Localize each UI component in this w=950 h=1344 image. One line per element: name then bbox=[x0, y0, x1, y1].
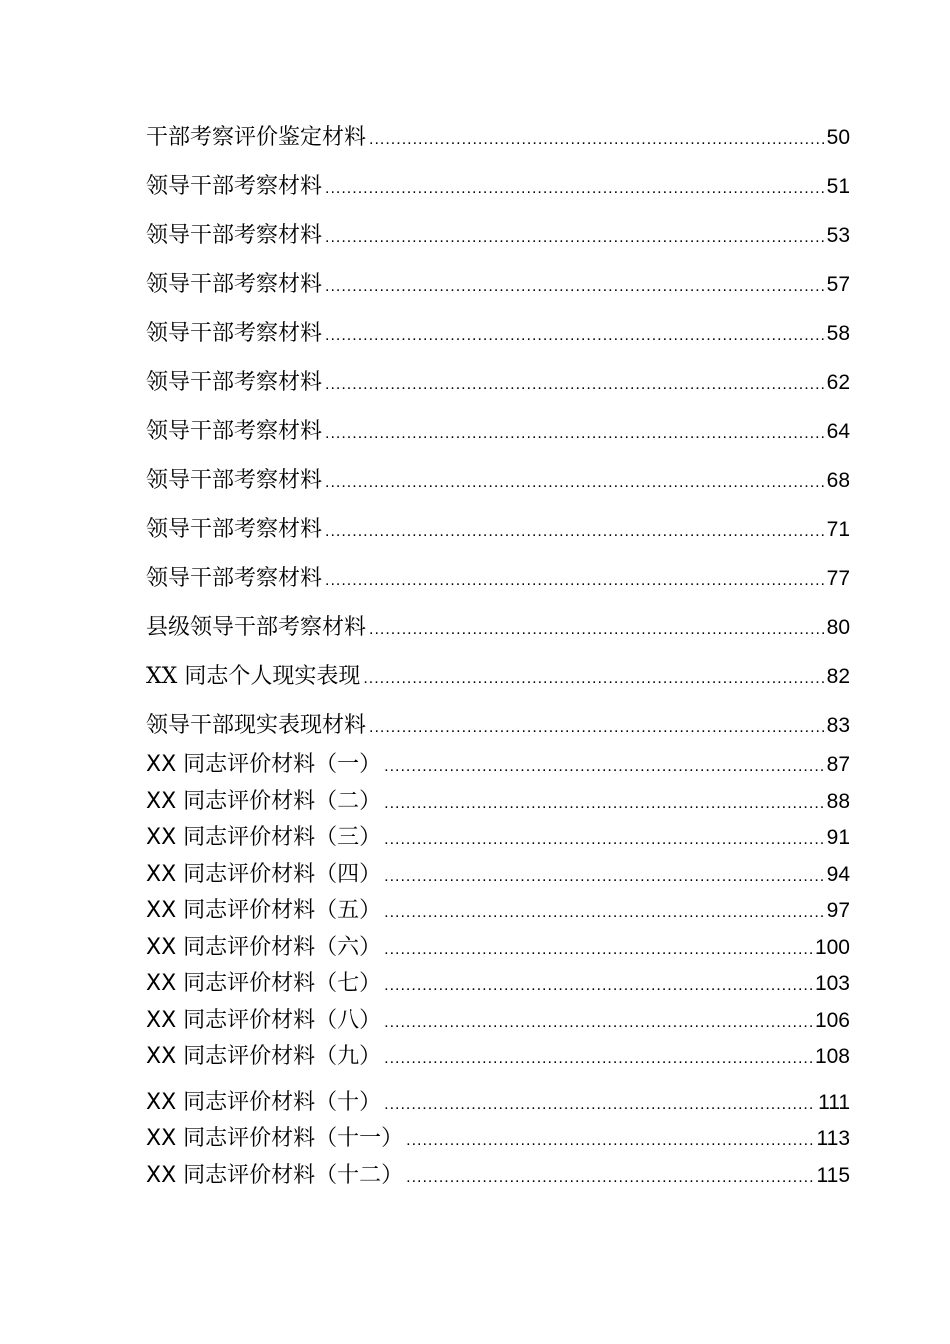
toc-entry-title: XX 同志评价材料（五） bbox=[146, 898, 382, 923]
dot-leader bbox=[325, 262, 824, 311]
toc-entry[interactable] bbox=[146, 358, 850, 407]
toc-entry-page: 68 bbox=[826, 469, 850, 492]
toc-entry-page: 108 bbox=[814, 1045, 850, 1068]
dot-leader bbox=[363, 654, 823, 703]
toc-entry-title: 领导干部考察材料 bbox=[146, 566, 323, 591]
toc-entry[interactable] bbox=[146, 456, 850, 505]
dot-leader bbox=[384, 1041, 812, 1078]
toc-entry[interactable] bbox=[146, 893, 850, 930]
toc-entry-title: XX 同志评价材料（四） bbox=[146, 861, 382, 887]
toc-entry-page: 103 bbox=[814, 972, 850, 995]
dot-leader bbox=[325, 311, 824, 360]
toc-entry-page: 77 bbox=[826, 567, 850, 590]
toc-entry[interactable] bbox=[146, 260, 850, 309]
toc-entry-title: 领导干部考察材料 bbox=[146, 272, 323, 297]
toc-entry-page: 88 bbox=[826, 789, 850, 813]
toc-entry-page: 113 bbox=[816, 1127, 850, 1150]
toc-entry-page: 57 bbox=[826, 273, 850, 296]
dot-leader bbox=[325, 213, 824, 262]
toc-entry[interactable] bbox=[146, 162, 850, 211]
toc-entry[interactable] bbox=[146, 966, 850, 1003]
dot-leader bbox=[325, 409, 824, 458]
toc-entry[interactable] bbox=[146, 505, 850, 554]
dot-leader bbox=[406, 1160, 813, 1197]
toc-entry-page: 100 bbox=[814, 935, 850, 959]
toc-entry[interactable] bbox=[146, 1158, 850, 1195]
toc-entry-title: 领导干部考察材料 bbox=[146, 174, 323, 199]
toc-entry-title: XX 同志评价材料（十一） bbox=[146, 1126, 404, 1151]
dot-leader bbox=[325, 360, 824, 409]
toc-entry-page: 58 bbox=[826, 322, 850, 345]
toc-entry-page: 51 bbox=[826, 175, 850, 198]
dot-leader bbox=[384, 1087, 815, 1124]
toc-entry-title: 领导干部现实表现材料 bbox=[146, 713, 367, 738]
toc-entry-page: 80 bbox=[826, 616, 850, 639]
toc-entry[interactable] bbox=[146, 113, 850, 162]
dot-leader bbox=[369, 115, 824, 164]
toc-entry-title: XX 同志评价材料（八） bbox=[146, 1007, 382, 1033]
dot-leader bbox=[406, 1123, 813, 1160]
toc-entry-title: 干部考察评价鉴定材料 bbox=[146, 125, 367, 150]
toc-entry[interactable] bbox=[146, 1003, 850, 1040]
dot-leader bbox=[384, 895, 824, 932]
toc-entry-page: 53 bbox=[826, 224, 850, 247]
dot-leader bbox=[384, 786, 824, 823]
toc-entry-title: 领导干部考察材料 bbox=[146, 370, 323, 395]
toc-entry[interactable] bbox=[146, 309, 850, 358]
toc-entry-page: 94 bbox=[826, 862, 850, 886]
dot-leader bbox=[325, 507, 824, 556]
toc-entry-title: XX 同志评价材料（十） bbox=[146, 1089, 382, 1115]
toc-entry[interactable] bbox=[146, 784, 850, 821]
toc-entry[interactable] bbox=[146, 407, 850, 456]
toc-entry[interactable] bbox=[146, 652, 850, 701]
toc-entry[interactable] bbox=[146, 554, 850, 603]
toc-entry-page: 91 bbox=[826, 826, 850, 849]
table-of-contents bbox=[146, 113, 850, 1194]
dot-leader bbox=[384, 749, 824, 786]
toc-entry[interactable] bbox=[146, 747, 850, 784]
toc-entry-title: XX 同志评价材料（三） bbox=[146, 825, 382, 850]
toc-entry-title: 县级领导干部考察材料 bbox=[146, 615, 367, 640]
toc-entry-title: 领导干部考察材料 bbox=[146, 517, 323, 542]
toc-entry-page: 64 bbox=[826, 420, 850, 443]
toc-entry[interactable] bbox=[146, 820, 850, 857]
dot-leader bbox=[384, 932, 812, 969]
toc-entry[interactable] bbox=[146, 1121, 850, 1158]
toc-entry[interactable] bbox=[146, 857, 850, 894]
toc-entry-title: 领导干部考察材料 bbox=[146, 321, 323, 346]
toc-entry-page: 87 bbox=[826, 753, 850, 776]
dot-leader bbox=[325, 458, 824, 507]
toc-entry[interactable] bbox=[146, 930, 850, 967]
toc-entry-title: XX 同志评价材料（六） bbox=[146, 934, 382, 960]
toc-entry[interactable] bbox=[146, 1039, 850, 1076]
dot-leader bbox=[325, 164, 824, 213]
toc-entry[interactable] bbox=[146, 1085, 850, 1122]
toc-entry-title: 领导干部考察材料 bbox=[146, 223, 323, 248]
toc-entry-title: 领导干部考察材料 bbox=[146, 468, 323, 493]
toc-entry-page: 82 bbox=[826, 665, 850, 688]
toc-entry-title: XX 同志评价材料（一） bbox=[146, 752, 382, 777]
dot-leader bbox=[369, 605, 824, 654]
dot-leader bbox=[384, 968, 812, 1005]
toc-entry-page: 97 bbox=[826, 899, 850, 922]
toc-entry-title: XX 同志评价材料（九） bbox=[146, 1044, 382, 1069]
toc-entry-page: 83 bbox=[826, 714, 850, 737]
toc-entry[interactable] bbox=[146, 211, 850, 260]
toc-entry-title: XX 同志评价材料（二） bbox=[146, 788, 382, 814]
dot-leader bbox=[384, 859, 824, 896]
dot-leader bbox=[325, 556, 824, 605]
toc-entry-title: 领导干部考察材料 bbox=[146, 419, 323, 444]
dot-leader bbox=[369, 703, 824, 752]
toc-entry-page: 62 bbox=[826, 371, 850, 394]
dot-leader bbox=[384, 1005, 812, 1042]
toc-entry-page: 111 bbox=[818, 1090, 850, 1114]
toc-entry-page: 115 bbox=[816, 1163, 850, 1187]
toc-entry-title: XX 同志评价材料（七） bbox=[146, 971, 382, 996]
toc-entry-page: 106 bbox=[814, 1008, 850, 1032]
toc-entry-title: XX 同志个人现实表现 bbox=[146, 664, 361, 689]
dot-leader bbox=[384, 822, 824, 859]
toc-entry-page: 71 bbox=[826, 518, 850, 541]
toc-entry[interactable] bbox=[146, 603, 850, 652]
toc-entry[interactable] bbox=[146, 701, 850, 750]
toc-entry-page: 50 bbox=[826, 126, 850, 149]
toc-entry-title: XX 同志评价材料（十二） bbox=[146, 1162, 404, 1188]
